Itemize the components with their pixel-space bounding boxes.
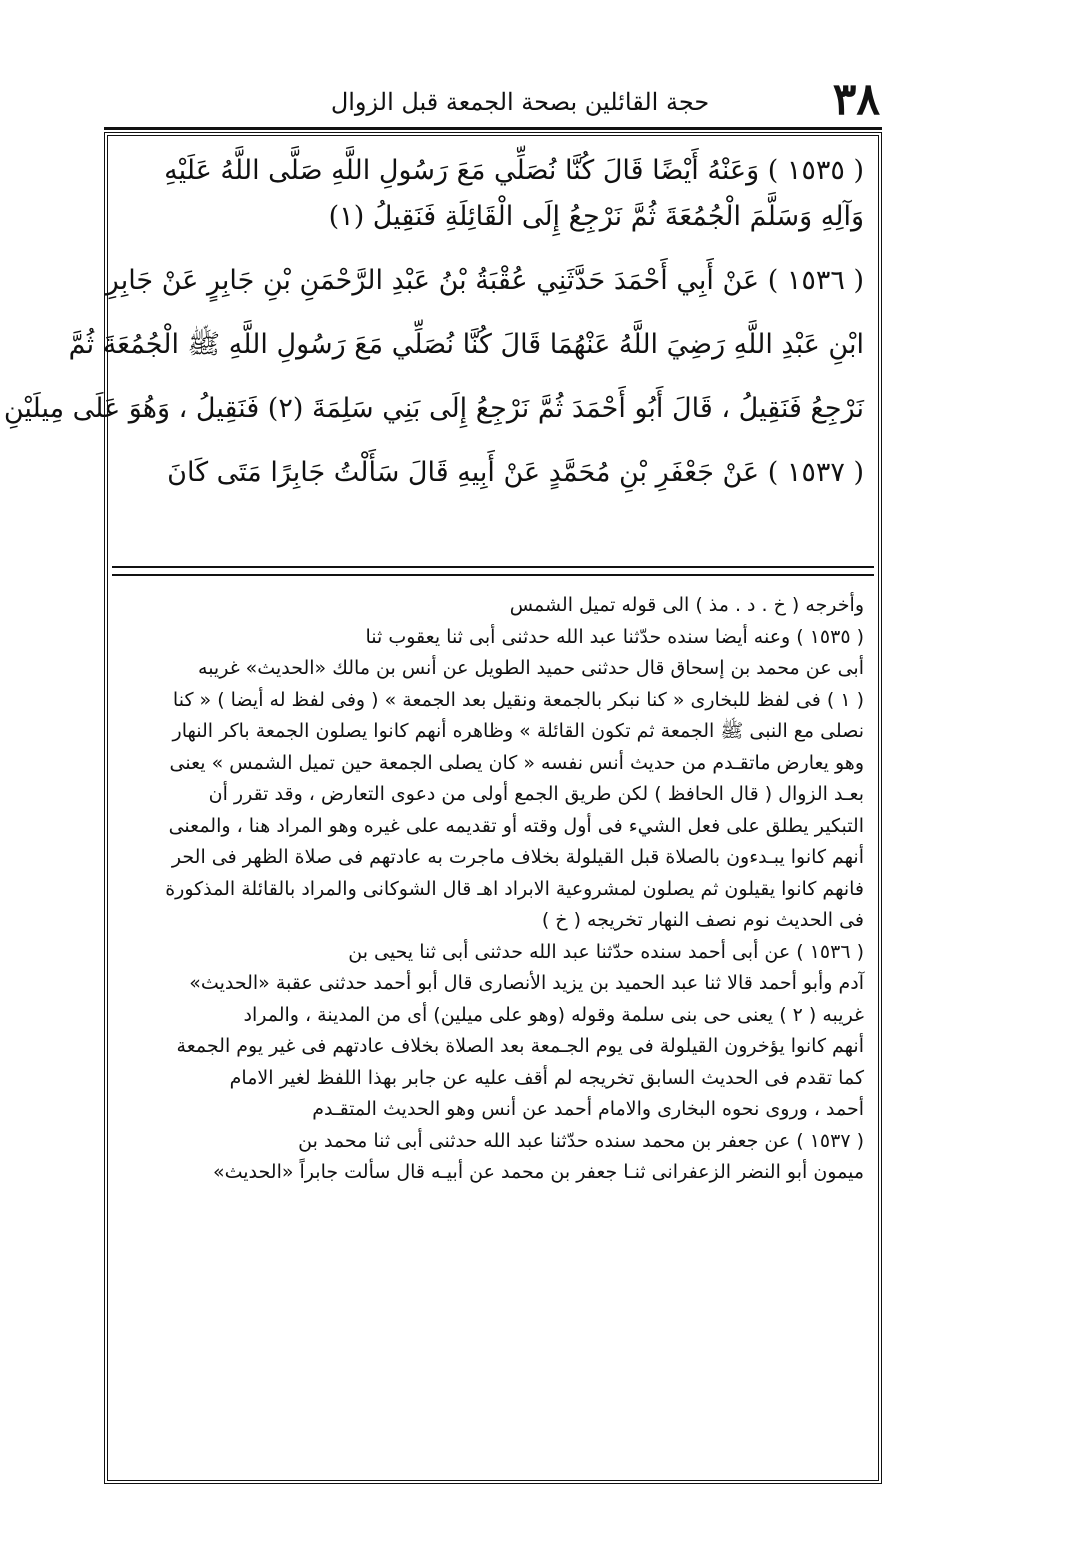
- page-header: [110, 74, 880, 134]
- note-line: فانهم كانوا يقيلون ثم يصلون لمشروعية الابراد اهـ قال الشوكانى والمراد بالقائلة المذكورة: [165, 877, 864, 900]
- note-line: ميمون أبو النضر الزعفرانى ثنـا جعفر بن محمد عن أبيـه قال سألت جابراً «الحديث»: [212, 1161, 864, 1183]
- note-line: كما تقدم فى الحديث السابق تخريجه لم أقف عليه عن جابر بهذا اللفظ لغير الامام: [229, 1066, 864, 1089]
- note-line: نصلى مع النبى ﷺ الجمعة ثم تكون القائلة » وظاهره أنهم كانوا يصلون الجمعة باكر النهار: [172, 720, 864, 742]
- note-line: غريبه ( ٢ ) يعنى حى بنى سلمة وقوله (وهو على ميلين) أى من المدينة ، والمراد: [243, 1003, 864, 1026]
- note-line: أنهم كانوا يؤخرون القيلولة فى يوم الجـمعة بعد الصلاة بخلاف عادتهم فى غير يوم الجمعة: [176, 1035, 864, 1057]
- hadith-line: وَآلِهِ وَسَلَّمَ الْجُمُعَةَ ثُمَّ نَرْجِعُ إِلَى الْقَائِلَةِ فَنَقِيلُ (١): [328, 201, 864, 232]
- note-line: أبى عن محمد بن إسحاق قال حدثنى حميد الطويل عن أنس بن مالك «الحديث» غريبه: [198, 657, 864, 679]
- note-line: ( ١٥٣٦ ) عن أبى أحمد سنده حدّثنا عبد الله حدثنى أبى ثنا يحيى بن: [348, 940, 864, 963]
- note-line: ( ١٥٣٧ ) عن جعفر بن محمد سنده حدّثنا عبد الله حدثنى أبى ثنا محمد بن: [298, 1129, 864, 1152]
- note-line: التبكير يطلق على فعل الشيء فى أول وقته أو تقديمه على غيره وهو المراد هنا ، والمعنى: [168, 814, 864, 837]
- note-line: آدم وأبو أحمد قالا ثنا عبد الحميد بن يزيد الأنصارى قال أبو أحمد حدثنى عقبة «الحديث»: [189, 972, 864, 994]
- hadith-line: ( ١٥٣٧ ) عَنْ جَعْفَرِ بْنِ مُحَمَّدٍ عَنْ أَبِيهِ قَالَ سَأَلْتُ جَابِرًا مَتَى كَانَ: [167, 457, 864, 488]
- header-rule: [104, 127, 882, 130]
- hadith-line: ( ١٥٣٥ ) وَعَنْهُ أَيْضًا قَالَ كُنَّا نُصَلِّي مَعَ رَسُولِ اللَّهِ صَلَّى اللَّهُ عَلَيْهِ: [164, 155, 864, 186]
- note-line: فى الحديث نوم نصف النهار تخريجه ( خ ): [541, 909, 864, 931]
- running-title: حجة القائلين بصحة الجمعة قبل الزوال: [330, 88, 710, 116]
- page-number: ٣٨: [832, 74, 880, 125]
- note-line: ( ١ ) فى لفظ للبخارى « كنا نبكر بالجمعة ونقيل بعد الجمعة » ( وفى لفظ له أيضا ) « كنا: [172, 688, 864, 711]
- note-line: وهو يعارض ماتقـدم من حديث أنس نفسه « كان يصلى الجمعة حين تميل الشمس » يعنى: [169, 751, 864, 774]
- note-line: أحمد ، وروى نحوه البخارى والامام أحمد عن أنس وهو الحديث المتقـدم: [312, 1098, 864, 1120]
- note-line: ( ١٥٣٥ ) وعنه أيضا سنده حدّثنا عبد الله حدثنى أبى ثنا يعقوب ثنا: [365, 625, 864, 648]
- footnotes: [120, 590, 864, 1189]
- hadith-text: [3, 148, 864, 548]
- hadith-line: ( ١٥٣٦ ) عَنْ أَبِي أَحْمَدَ حَدَّثَنِي عُقْبَةُ بْنُ عَبْدِ الرَّحْمَنِ بْنِ جَابِرٍ عَنْ جَابِرِ: [105, 265, 864, 296]
- section-divider: [112, 566, 874, 576]
- hadith-line: ابْنِ عَبْدِ اللَّهِ رَضِيَ اللَّهُ عَنْهُمَا قَالَ كُنَّا نُصَلِّي مَعَ رَسُولِ اللَّهِ ﷺ الْجُمُعَةَ ثُمَّ: [68, 329, 864, 360]
- hadith-line: نَرْجِعُ فَنَقِيلُ ، قَالَ أَبُو أَحْمَدَ ثُمَّ نَرْجِعُ إِلَى بَنِي سَلِمَةَ (٢) فَنَقِيلُ ، وَهُوَ عَلَى مِيلَيْنِ: [3, 393, 864, 424]
- note-line: وأخرجه ( خ . د . مذ ) الى قوله تميل الشمس: [509, 594, 864, 616]
- note-line: أنهم كانوا يبـدءون بالصلاة قبل القيلولة بخلاف ماجرت به عادتهم فى صلاة الظهر فى الحر: [171, 846, 864, 868]
- note-line: بعـد الزوال ( قال الحافظ ) لكن طريق الجمع أولى من دعوى التعارض ، وقد تقرر أن: [208, 783, 864, 805]
